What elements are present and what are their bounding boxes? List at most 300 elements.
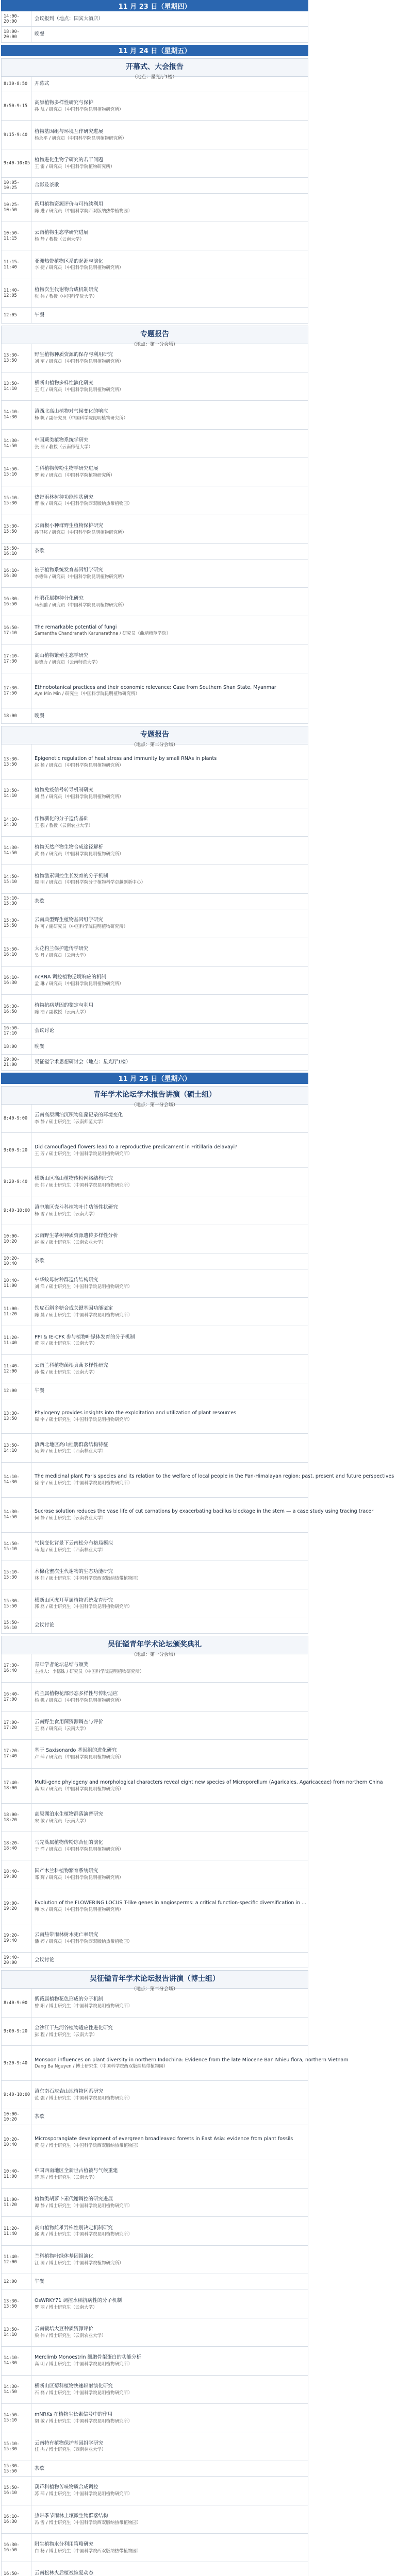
session-title: 吴征镒青年学术论坛颁奖典礼 [108, 1640, 202, 1649]
talk-title: 开幕式 [35, 81, 49, 87]
schedule-time: 16:40-17:00 [2, 1683, 31, 1710]
schedule-time: 15:10-15:30 [2, 486, 31, 514]
speaker-info: 周 宇 / 硕士研究生（中国科学院昆明植物研究所） [35, 1417, 133, 1422]
schedule-row [1, 1133, 308, 1168]
schedule-content [31, 909, 308, 937]
talk-title: 茶歇 [35, 1258, 45, 1264]
speaker-info: 何 静 / 硕士研究生（云南农业大学） [35, 1515, 106, 1521]
schedule-row [1, 121, 308, 149]
speaker-info: 韩 冰 / 研究员（中国科学院昆明植物研究所） [35, 1907, 124, 1912]
talk-title: 兰科植物传粉生物学研究进展 [35, 466, 98, 472]
schedule-row [1, 1105, 308, 1133]
speaker-info: 王 雷 / 研究员（中国科学院植物研究所） [35, 164, 115, 170]
schedule-time: 8:40-9:00 [2, 1989, 31, 2016]
schedule-content [31, 2318, 308, 2346]
schedule-row [1, 2376, 308, 2404]
speaker-info: 苏 萍 / 博士研究生（中国科学院昆明植物研究所） [35, 2492, 133, 2497]
schedule-row [1, 149, 308, 178]
schedule-content [31, 458, 308, 486]
schedule-row [1, 77, 308, 92]
schedule-row [1, 2160, 308, 2189]
schedule-time: 17:30-17:50 [2, 673, 31, 708]
schedule-time: 8:30-8:50 [2, 77, 31, 92]
schedule-row [1, 27, 308, 42]
schedule-time: 16:50-17:10 [2, 1024, 31, 1039]
schedule-row [1, 1383, 308, 1399]
talk-title: 云南栽培大豆种质资源评价 [35, 2326, 94, 2332]
schedule-row [1, 1769, 383, 1804]
schedule-content [31, 1589, 308, 1617]
schedule-content [31, 645, 308, 673]
speaker-info: 陈 晨 / 硕士研究生（中国科学院昆明植物研究所） [35, 1313, 133, 1318]
schedule-time: 15:50-16:10 [2, 2477, 31, 2504]
schedule-row [1, 2125, 308, 2160]
speaker-info: 张 丽 / 教授（云南师范大学） [35, 444, 93, 450]
talk-title: 亚洲热带植物区系的起源与演化 [35, 258, 104, 264]
schedule-row [1, 1989, 308, 2017]
speaker-info: 黄 健 / 博士研究生（中国科学院西双版纳热带植物园） [35, 2143, 141, 2149]
speaker-info: 蒋 瑶 / 博士研究生（云南大学） [35, 2175, 97, 2180]
schedule-row [1, 308, 308, 323]
schedule-time: 15:30-15:50 [2, 515, 31, 543]
schedule-time: 9:00-9:20 [2, 2018, 31, 2045]
speaker-info: 潘 婷 / 研究员（中国科学院西双版纳热带植物园） [35, 1939, 133, 1944]
speaker-info: 彭 程 / 博士研究生（云南大学） [35, 2032, 97, 2038]
schedule-row [1, 2081, 308, 2109]
schedule-content [31, 2505, 308, 2533]
talk-title: 马先蒿属植物传粉综合征的演化 [35, 1840, 104, 1846]
speaker-info: 邱 爽 / 博士研究生（中国科学院昆明植物研究所） [35, 2232, 133, 2238]
schedule-row [1, 430, 308, 458]
schedule-time: 12:00 [2, 2274, 31, 2289]
schedule-time: 13:50-14:10 [2, 372, 31, 400]
talk-title: 热带季节雨林土壤微生物群落结构 [35, 2513, 108, 2519]
talk-title: 云南典型野生植物基因组学研究 [35, 917, 104, 923]
schedule-row [1, 1683, 308, 1711]
schedule-row [1, 837, 308, 865]
session-header [1, 1636, 308, 1658]
schedule-time: 14:30-14:50 [2, 2376, 31, 2403]
schedule-row [1, 344, 308, 372]
schedule-time: 16:10-16:30 [2, 967, 31, 994]
talk-title: 植物次生代谢物合成机制研究 [35, 286, 98, 293]
schedule-time: 11:00-11:20 [2, 2189, 31, 2216]
talk-title: Did camouflaged flowers lead to a reproductive predicament in Fritillaria delavayi? [35, 1144, 238, 1150]
schedule-content [31, 2160, 308, 2188]
schedule-content [31, 2109, 308, 2124]
schedule-content [31, 2347, 308, 2375]
talk-title: 会议报到（地点：国宾大酒店） [35, 15, 104, 22]
talk-title: 高原湖泊水生植物群落演替研究 [35, 1811, 104, 1817]
schedule-content [31, 1533, 308, 1561]
schedule-time: 16:50-17:10 [2, 616, 31, 644]
talk-title: 中国蕨类植物系统学研究 [35, 437, 89, 443]
talk-title: 铁皮石斛多糖合成关键基因功能鉴定 [35, 1306, 113, 1312]
schedule-content [31, 938, 308, 966]
schedule-time: 16:50- [2, 2562, 31, 2576]
schedule-time: 14:10-14:30 [2, 808, 31, 836]
schedule-row [1, 250, 308, 279]
talk-title: 午餐 [35, 1387, 45, 1394]
schedule-row [1, 1889, 308, 1924]
talk-title: 午餐 [35, 2278, 45, 2284]
talk-title: 中华蚊母树种群遗传结构研究 [35, 1277, 98, 1283]
schedule-time: 14:30-14:50 [2, 1498, 31, 1532]
schedule-row [1, 967, 308, 995]
schedule-time: 18:00-18:20 [2, 1804, 31, 1832]
schedule-row [1, 1196, 308, 1225]
schedule-content [31, 2290, 308, 2318]
schedule-content [31, 1055, 308, 1070]
talk-title: 云南兰科植物菌根真菌多样性研究 [35, 1362, 108, 1368]
schedule-time: 13:50-14:10 [2, 779, 31, 807]
schedule-row [1, 486, 308, 515]
schedule-content [31, 865, 308, 893]
schedule-content [31, 1326, 308, 1354]
schedule-content [31, 1434, 308, 1462]
schedule-time: 19:00-19:20 [2, 1889, 31, 1924]
schedule-content [31, 194, 308, 222]
schedule-time: 18:20-18:40 [2, 1832, 31, 1860]
schedule-time: 14:50-15:10 [2, 2404, 31, 2432]
schedule-row [1, 1860, 308, 1889]
schedule-time: 10:20-10:40 [2, 2125, 31, 2160]
schedule-time: 9:15-9:40 [2, 121, 31, 148]
schedule-time: 18:00-20:00 [2, 27, 31, 42]
speaker-info: 高 翔 / 研究员（中国科学院昆明植物研究所） [35, 1786, 124, 1792]
schedule-time: 13:30-13:50 [2, 2290, 31, 2318]
talk-title: 野生植物种质资源的保存与利用研究 [35, 351, 113, 358]
talk-title: 基于 Saxisonardo 基因组的进化研究 [35, 1748, 117, 1754]
schedule-content [31, 11, 308, 26]
schedule-content [31, 1889, 309, 1924]
talk-title: 高原植物多样性研究与保护 [35, 100, 94, 106]
schedule-content [31, 27, 308, 42]
schedule-time: 14:50-15:10 [2, 865, 31, 893]
speaker-info: 林 佳 / 硕士研究生（中国科学院西双版纳热带植物园） [35, 1576, 141, 1581]
speaker-info: 于 洋 / 研究员（中国科学院昆明植物研究所） [35, 1846, 124, 1852]
talk-title: 会议讨论 [35, 1957, 55, 1963]
speaker-info: 杨永平 / 研究员（中国科学院昆明植物研究所） [35, 135, 127, 141]
schedule-content [31, 1804, 308, 1832]
schedule-time: 15:50-16:10 [2, 1618, 31, 1633]
schedule-content [31, 430, 308, 457]
schedule-time: 14:30-14:50 [2, 837, 31, 865]
speaker-info: 马 超 / 硕士研究生（西南林业大学） [35, 1547, 106, 1553]
schedule-row [1, 1463, 394, 1498]
schedule-time: 10:25-10:50 [2, 194, 31, 222]
schedule-row [1, 1711, 308, 1740]
schedule-row [1, 2562, 308, 2576]
schedule-content [31, 1225, 308, 1253]
schedule-content [31, 222, 308, 250]
schedule-row [1, 92, 308, 121]
schedule-time: 16:10-16:30 [2, 2505, 31, 2533]
talk-title: 葫芦科植物苦味物质合成调控 [35, 2484, 98, 2490]
schedule-row [1, 1740, 308, 1768]
schedule-row [1, 2477, 308, 2505]
talk-title: Ethnobotanical practices and their economic relevance: Case from Southern Shan State, Myanmar [35, 684, 276, 690]
schedule-row [1, 673, 308, 708]
schedule-content [31, 515, 308, 543]
schedule-row [1, 744, 308, 779]
schedule-content [31, 1168, 308, 1196]
schedule-content [31, 1561, 308, 1589]
talk-title: 茶歇 [35, 898, 45, 904]
schedule-row [1, 1498, 374, 1533]
day-date-label: 11 月 25 日（星期六） [118, 1075, 191, 1083]
schedule-row [1, 1055, 308, 1070]
talk-title: 植物抗病基因的鉴定与利用 [35, 1003, 94, 1009]
speaker-info: 主持人：李德铢 / 研究员（中国科学院昆明植物研究所） [35, 1669, 144, 1675]
schedule-content [31, 995, 308, 1023]
talk-title: Microsporangiate development of evergreen broadleaved forests in East Asia: evidence from plant fossils [35, 2136, 293, 2142]
talk-title: Multi-gene phylogeny and morphological characters reveal eight new species of Microporellum (Agaricales, Agaricaceae) from northern China [35, 1780, 383, 1786]
schedule-row [1, 1399, 308, 1434]
schedule-content [31, 560, 308, 587]
session-header [1, 726, 308, 748]
speaker-info: Dang Ba Nguyen / 博士研究生（中国科学院西双版纳热带植物园） [35, 2064, 168, 2070]
schedule-time: 15:10-15:30 [2, 1561, 31, 1589]
speaker-info: Samantha Chandranath Karunarathna / 研究员（曲靖师范学院） [35, 631, 171, 637]
schedule-time: 12:05 [2, 308, 31, 323]
speaker-info: 李德铢 / 研究员（中国科学院昆明植物研究所） [35, 574, 127, 580]
schedule-row [1, 2534, 308, 2562]
schedule-time: 9:40-10:05 [2, 149, 31, 177]
schedule-row [1, 616, 308, 645]
schedule-time: 8:40-9:00 [2, 1105, 31, 1132]
session-location: （地点：第一分会场） [131, 1652, 178, 1658]
speaker-info: 王 强 / 教授（云南农业大学） [35, 823, 93, 828]
schedule-content [31, 2534, 308, 2562]
schedule-content [31, 2246, 308, 2274]
schedule-row [1, 1561, 308, 1589]
talk-title: 午餐 [35, 312, 45, 318]
schedule-row [1, 1024, 308, 1039]
schedule-time: 9:40-10:00 [2, 1196, 31, 1224]
schedule-content [31, 77, 308, 92]
schedule-time: 11:40-12:05 [2, 279, 31, 307]
schedule-time: 15:50-16:10 [2, 544, 31, 558]
talk-title: 热带雨林树种功能性状研究 [35, 494, 94, 500]
schedule-row [1, 865, 308, 893]
speaker-info: 石 磊 / 博士研究生（中国科学院昆明植物研究所） [35, 2390, 133, 2396]
talk-title: 大花杓兰保护遗传学研究 [35, 945, 89, 952]
schedule-content [31, 967, 308, 994]
speaker-info: 李 捷 / 研究员（中国科学院昆明植物研究所） [35, 265, 124, 271]
speaker-info: 刘 军 / 研究员（中国科学院昆明植物研究所） [35, 359, 124, 364]
speaker-info: 刘 晶 / 研究员（中国科学院昆明植物研究所） [35, 794, 124, 800]
speaker-info: 邓 辉 / 研究员（中国科学院昆明植物研究所） [35, 1875, 124, 1881]
talk-title: 植物类胡萝卜素代谢调控的研究进展 [35, 2196, 113, 2202]
schedule-content [31, 588, 308, 616]
speaker-info: 彭德力 / 研究员（云南师范大学） [35, 659, 101, 665]
talk-title: 云南松林火后植被恢复动态 [35, 2570, 94, 2576]
talk-title: 云南植物生态学研究进展 [35, 230, 89, 236]
schedule-row [1, 1434, 308, 1462]
speaker-info: 梁 伟 / 博士研究生（云南农业大学） [35, 2333, 106, 2338]
speaker-info: 任 杰 / 博士研究生（西南林业大学） [35, 2447, 106, 2453]
speaker-info: 王 磊 / 研究员（云南大学） [35, 1726, 89, 1732]
schedule-content [31, 2562, 308, 2576]
talk-title: 青年学者论坛总结与颁奖 [35, 1662, 89, 1668]
schedule-time: 14:50-15:10 [2, 1533, 31, 1561]
speaker-info: 冯 雪 / 博士研究生（中国科学院西双版纳热带植物园） [35, 2520, 141, 2526]
schedule-content [31, 2217, 308, 2245]
schedule-row [1, 2432, 308, 2461]
schedule-content [31, 121, 308, 148]
schedule-row [1, 1225, 308, 1253]
schedule-row [1, 2018, 308, 2046]
talk-title: 云南野生食用菌资源调查与评价 [35, 1719, 104, 1725]
talk-title: The remarkable potential of fungi [35, 624, 117, 630]
schedule-time: 15:30-15:50 [2, 909, 31, 937]
schedule-content [31, 1355, 308, 1383]
schedule-time: 19:40-20:00 [2, 1953, 31, 1968]
schedule-content [31, 1769, 386, 1803]
talk-title: 国产木兰科植物繁育系统研究 [35, 1868, 98, 1874]
speaker-info: 孙 悦 / 硕士研究生（云南大学） [35, 1369, 97, 1375]
schedule-time: 11:20-11:40 [2, 2217, 31, 2245]
schedule-time: 17:00-17:20 [2, 1711, 31, 1739]
day-header-bar [1, 0, 308, 11]
schedule-content [31, 372, 308, 400]
schedule-content [31, 1740, 308, 1768]
schedule-row [1, 1039, 308, 1055]
schedule-content [31, 808, 308, 836]
talk-title: 植物基因组与环境互作研究进展 [35, 128, 104, 134]
session-location: （地点：第一分会场） [131, 342, 178, 347]
speaker-info: 曹 敏 / 研究员（中国科学院西双版纳热带植物园） [35, 501, 133, 507]
speaker-info: 吴 丹 / 研究员（云南大学） [35, 953, 89, 958]
talk-title: ncRNA 调控植物逆境响应的机制 [35, 974, 106, 980]
schedule-row [1, 222, 308, 250]
schedule-row [1, 2274, 308, 2290]
schedule-time: 16:30-16:50 [2, 2534, 31, 2562]
talk-title: 药用植物资源评价与可持续利用 [35, 201, 104, 207]
schedule-time: 9:20-9:40 [2, 2046, 31, 2080]
schedule-row [1, 1953, 308, 1968]
schedule-row [1, 1804, 308, 1832]
schedule-row [1, 1654, 308, 1683]
schedule-time: 11:40-12:00 [2, 2246, 31, 2274]
speaker-info: 李 静 / 硕士研究生（云南师范大学） [35, 1119, 106, 1125]
schedule-content [31, 401, 308, 429]
schedule-content [31, 1832, 308, 1860]
talk-title: 兰科植物叶绿体基因组演化 [35, 2253, 94, 2259]
schedule-time: 17:30-16:40 [2, 1654, 31, 1682]
schedule-time: 10:20-10:40 [2, 1253, 31, 1268]
talk-title: Evolution of the FLOWERING LOCUS T-like genes in angiosperms: a critical function-specific diversification in ... [35, 1900, 307, 1906]
schedule-content [31, 2404, 308, 2432]
speaker-info: 马永鹏 / 研究员（中国科学院昆明植物研究所） [35, 603, 127, 608]
speaker-info: 胡 敏 / 博士研究生（中国科学院昆明植物研究所） [35, 2419, 133, 2425]
schedule-content [31, 250, 308, 278]
schedule-time: 10:05-10:25 [2, 178, 31, 193]
speaker-info: 陈 进 / 研究员（中国科学院西双版纳热带植物园） [35, 208, 133, 214]
talk-title: 吴征镒学术思想研讨会（地点：星光厅1楼） [35, 1059, 131, 1065]
schedule-content [31, 308, 308, 323]
schedule-row [1, 2046, 349, 2081]
speaker-info: 杨 帆 / 副研究员（中国科学院昆明植物研究所） [35, 416, 128, 421]
talk-title: 会议讨论 [35, 1622, 55, 1629]
schedule-content [31, 92, 308, 120]
schedule-time: 17:20-17:40 [2, 1740, 31, 1768]
speaker-info: 江 源 / 博士研究生（中国科学院植物研究所） [35, 2260, 124, 2266]
talk-title: OsWRKY71 调控水稻抗病性的分子机制 [35, 2297, 122, 2303]
schedule-row [1, 11, 308, 27]
schedule-time: 11:20-11:40 [2, 1326, 31, 1354]
day-header-bar [1, 1073, 308, 1084]
day-date-label: 11 月 24 日（星期五） [118, 47, 191, 56]
talk-title: 气候变化背景下云南松分布格局模拟 [35, 1540, 113, 1546]
schedule-time: 15:30-15:50 [2, 1589, 31, 1617]
schedule-content [31, 178, 308, 193]
schedule-content [31, 2125, 308, 2160]
schedule-row [1, 2461, 308, 2477]
talk-title: 高山植物雌雄异株性别决定机制研究 [35, 2225, 113, 2231]
schedule-row [1, 2290, 308, 2318]
speaker-info: 罗 丽 / 博士研究生（云南大学） [35, 2304, 97, 2310]
schedule-row [1, 708, 308, 724]
speaker-info: 黄 磊 / 研究员（中国科学院昆明植物研究所） [35, 852, 124, 857]
talk-title: 云南热带雨林树木死亡率研究 [35, 1931, 98, 1938]
schedule-row [1, 588, 308, 616]
schedule-time: 9:20-9:40 [2, 1168, 31, 1196]
schedule-time: 17:40-18:00 [2, 1769, 31, 1803]
schedule-content [31, 1399, 308, 1434]
speaker-info: 罗 毅 / 研究员（中国科学院植物研究所） [35, 473, 115, 479]
speaker-info: 曾 阳 / 博士研究生（中国科学院昆明植物研究所） [35, 2004, 133, 2009]
schedule-time: 16:30-16:50 [2, 995, 31, 1023]
session-location: （地点：第二分会场） [131, 742, 178, 748]
schedule-row [1, 1168, 308, 1196]
schedule-content [31, 279, 308, 307]
talk-title: Epigenetic regulation of heat stress and immunity by small RNAs in plants [35, 755, 217, 761]
schedule-content [31, 1924, 308, 1952]
talk-title: 茶歇 [35, 2114, 45, 2120]
day-date-label: 11 月 23 日（星期四） [118, 3, 191, 11]
schedule-row [1, 808, 308, 837]
schedule-row [1, 1298, 308, 1326]
schedule-time: 13:50-14:10 [2, 1434, 31, 1462]
session-title: 专题报告 [140, 731, 169, 739]
talk-title: Phylogeny provides insights into the exploitation and utilization of plant resources [35, 1410, 237, 1416]
talk-title: 晚餐 [35, 713, 45, 719]
talk-title: PPI & IE-CPK 参与植物叶绿体发育的分子机制 [35, 1334, 135, 1340]
schedule-time: 11:00-11:20 [2, 1298, 31, 1326]
schedule-row [1, 372, 308, 401]
schedule-time: 16:30-16:50 [2, 588, 31, 616]
schedule-content [31, 837, 308, 865]
schedule-row [1, 2246, 308, 2274]
schedule-content [31, 2477, 308, 2504]
talk-title: 晚餐 [35, 1043, 45, 1049]
schedule-content [31, 616, 308, 644]
schedule-row [1, 1355, 308, 1383]
talk-title: 云南特有植物保护基因组学研究 [35, 2440, 104, 2446]
schedule-row [1, 1326, 308, 1354]
schedule-row [1, 2404, 308, 2432]
schedule-time: 18:00 [2, 1039, 31, 1054]
schedule-row [1, 1253, 308, 1269]
schedule-content [31, 486, 308, 514]
schedule-row [1, 544, 308, 559]
talk-title: 云南极小种群野生植物保护研究 [35, 523, 104, 529]
speaker-info: 孟 琳 / 研究员（中国科学院昆明植物研究所） [35, 981, 124, 987]
schedule-time: 10:00-10:20 [2, 2109, 31, 2124]
speaker-info: 许 可 / 副研究员（中国科学院昆明植物研究所） [35, 924, 128, 930]
